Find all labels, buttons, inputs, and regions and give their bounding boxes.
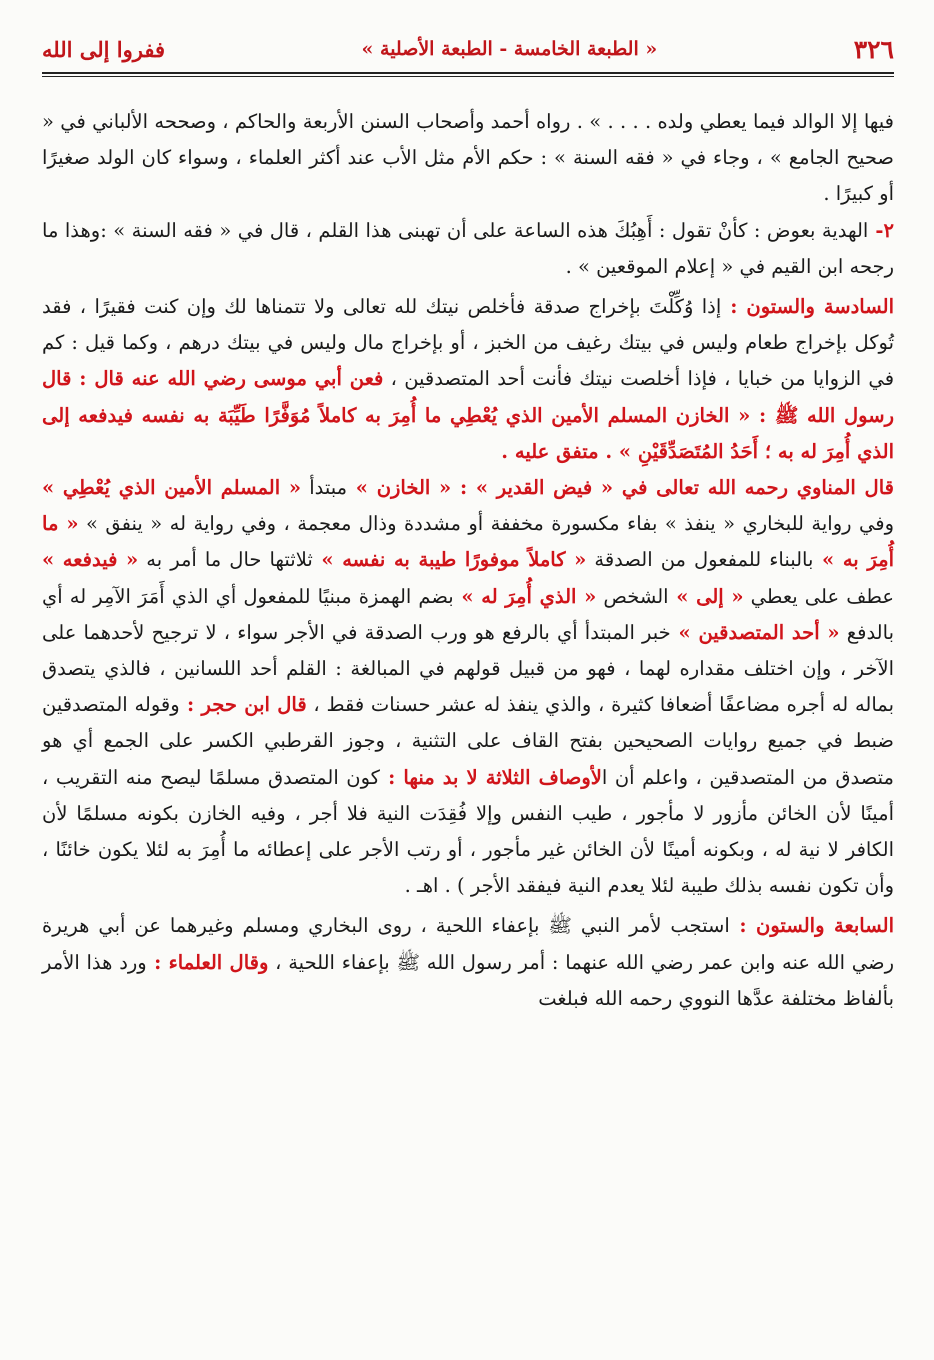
body-text: وفي رواية للبخاري « ينفذ » بفاء مكسورة مخففة أو مشددة وذال معجمة ، وفي رواية له « ينفق » — [78, 512, 894, 536]
highlighted-text: فعن أبي موسى رضي الله عنه قال : قال رسول الله ﷺ : « الخازن المسلم الأمين الذي يُعْطِي ما أُمِرَ به كاملاً مُوَفَّرًا طَيِّبَة به نفسه فيدفعه إلى الذي أُمِرَ له به ؛ أَحَدُ المُتَصَدِّقَيْنِ » . متفق عليه . — [42, 367, 894, 463]
body-text: ثلاثتها حال ما أمر به — [138, 548, 313, 572]
page-header — [42, 34, 894, 64]
paragraph-continuation — [42, 104, 894, 213]
body-text: فيها إلا الوالد فيما يعطي ولده . . . . » . رواه أحمد وأصحاب السنن الأربعة والحاكم ، وصححه الألباني في « صحيح الجامع » ، وجاء في « فقه السنة » : حكم الأم مثل الأب عند أكثر العلماء ، وسواء كان الولد صغيرًا أو كبيرًا . — [42, 110, 894, 206]
page-body — [42, 104, 894, 1017]
body-text: بضم الهمزة مبنيًا للمفعول أي الذي أَمَرَ الآمِر له أي بالدفع — [42, 584, 894, 644]
body-text: الشخص — [596, 584, 669, 608]
body-text: استجب لأمر النبي ﷺ بإعفاء اللحية ، روى البخاري ومسلم وغيرهما عن أبي هريرة رضي الله عنه وابن عمر رضي الله عنهما : أمر رسول الله ﷺ بإعفاء اللحية ، — [42, 914, 895, 974]
highlighted-text: السادسة والستون : — [721, 295, 894, 319]
highlighted-text: لأوصاف الثلاثة لا بد منها : — [379, 765, 602, 789]
highlighted-text: « إلى » — [668, 584, 744, 608]
body-text: ورد هذا الأمر بألفاظ مختلفة عدَّها النووي رحمه الله فبلغت — [42, 950, 894, 1010]
book-title: ففروا إلى الله — [42, 36, 166, 62]
body-text: إذا وُكِّلْتَ بإخراج صدقة فأخلص نيتك لله تعالى ولا تتمناها لك وإن كنت فقيرًا ، فقد تُوكل بإخراج طعام وليس في بيتك رغيف من الخبز ، أو بإخراج مال وليس في بيتك درهم ، وكما قيل : كم في الزوايا من خبايا ، فإذا أخلصت نيتك فأنت أحد المتصدقين ، — [42, 295, 895, 391]
paragraph-sixty-seventh — [42, 908, 894, 1017]
highlighted-text: « المسلم الأمين الذي يُعْطِي » — [42, 476, 302, 500]
paragraph-sixty-sixth — [42, 289, 894, 470]
highlighted-text: قال ابن حجر : — [179, 693, 307, 717]
body-text: عطف على يعطي — [743, 584, 895, 608]
highlighted-text: « كاملاً موفورًا طيبة به نفسه » — [312, 548, 587, 572]
highlighted-text: وقال العلماء : — [146, 950, 269, 974]
item-number: ٢- — [868, 218, 894, 242]
edition-label: « الطبعة الخامسة - الطبعة الأصلية » — [361, 38, 658, 60]
body-text: كون المتصدق مسلمًا ليصح منه التقريب ، أمينًا لأن الخائن مأزور لا مأجور ، طيب النفس وإلا فُقِدَت النية فلا أجر ، وفيه الخازن بكونه مسلمًا لأن الكافر لا نية له ، وبكونه أمينًا لأن الخائن غير مأجور ، أو رتب الأجر على إعطائه ما أُمِرَ به لئلا يكون خائنًا ، وأن تكون نفسه بذلك طيبة لئلا يعدم النية فيفقد الأجر ) . اهـ . — [42, 765, 894, 898]
body-text: بالبناء للمفعول من الصدقة — [586, 548, 814, 572]
highlighted-text: « أحد المتصدقين » — [670, 620, 840, 644]
body-text: الهدية بعوض : كأنْ تقول : أَهِبُكَ هذه الساعة على أن تهبنى هذا القلم ، قال في « فقه السنة » :وهذا ما رجحه ابن القيم في « إعلام الموقعين » . — [42, 218, 894, 278]
header-divider — [42, 72, 894, 77]
highlighted-text: قال المناوي رحمه الله تعالى في « فيض القدير » : « الخازن » — [347, 476, 894, 500]
highlighted-text: « ما أُمِرَ به » — [42, 512, 894, 572]
page-number: ٣٢٦ — [853, 34, 894, 64]
highlighted-text: « الذي أُمِرَ له » — [453, 584, 597, 608]
body-text: وقوله المتصدقين ضبط في جميع روايات الصحيحين بفتح القاف على التثنية ، وجوز القرطبي الكسر على الجمع أي هو متصدق من المتصدقين ، واعلم أن ا — [42, 693, 894, 789]
paragraph-munawi-commentary — [42, 470, 894, 904]
body-text: مبتدأ — [301, 476, 348, 500]
highlighted-text: السابعة والستون : — [729, 914, 894, 938]
body-text: خبر المبتدأ أي بالرفع هو ورب الصدقة في الأجر سواء ، لا ترجيح لأحدهما على الآخر ، وإن اختلف مقداره لهما ، فهو من قبيل قولهم في المبالغة : القلم أحد اللسانين ، فالذي يتصدق بماله له أجره مضاعفًا أضعافا كثيرة ، والذي ينفذ له عشر حسنات فقط ، — [42, 620, 894, 717]
paragraph-gift-with-compensation — [42, 213, 894, 285]
highlighted-text: « فيدفعه » — [42, 548, 139, 572]
